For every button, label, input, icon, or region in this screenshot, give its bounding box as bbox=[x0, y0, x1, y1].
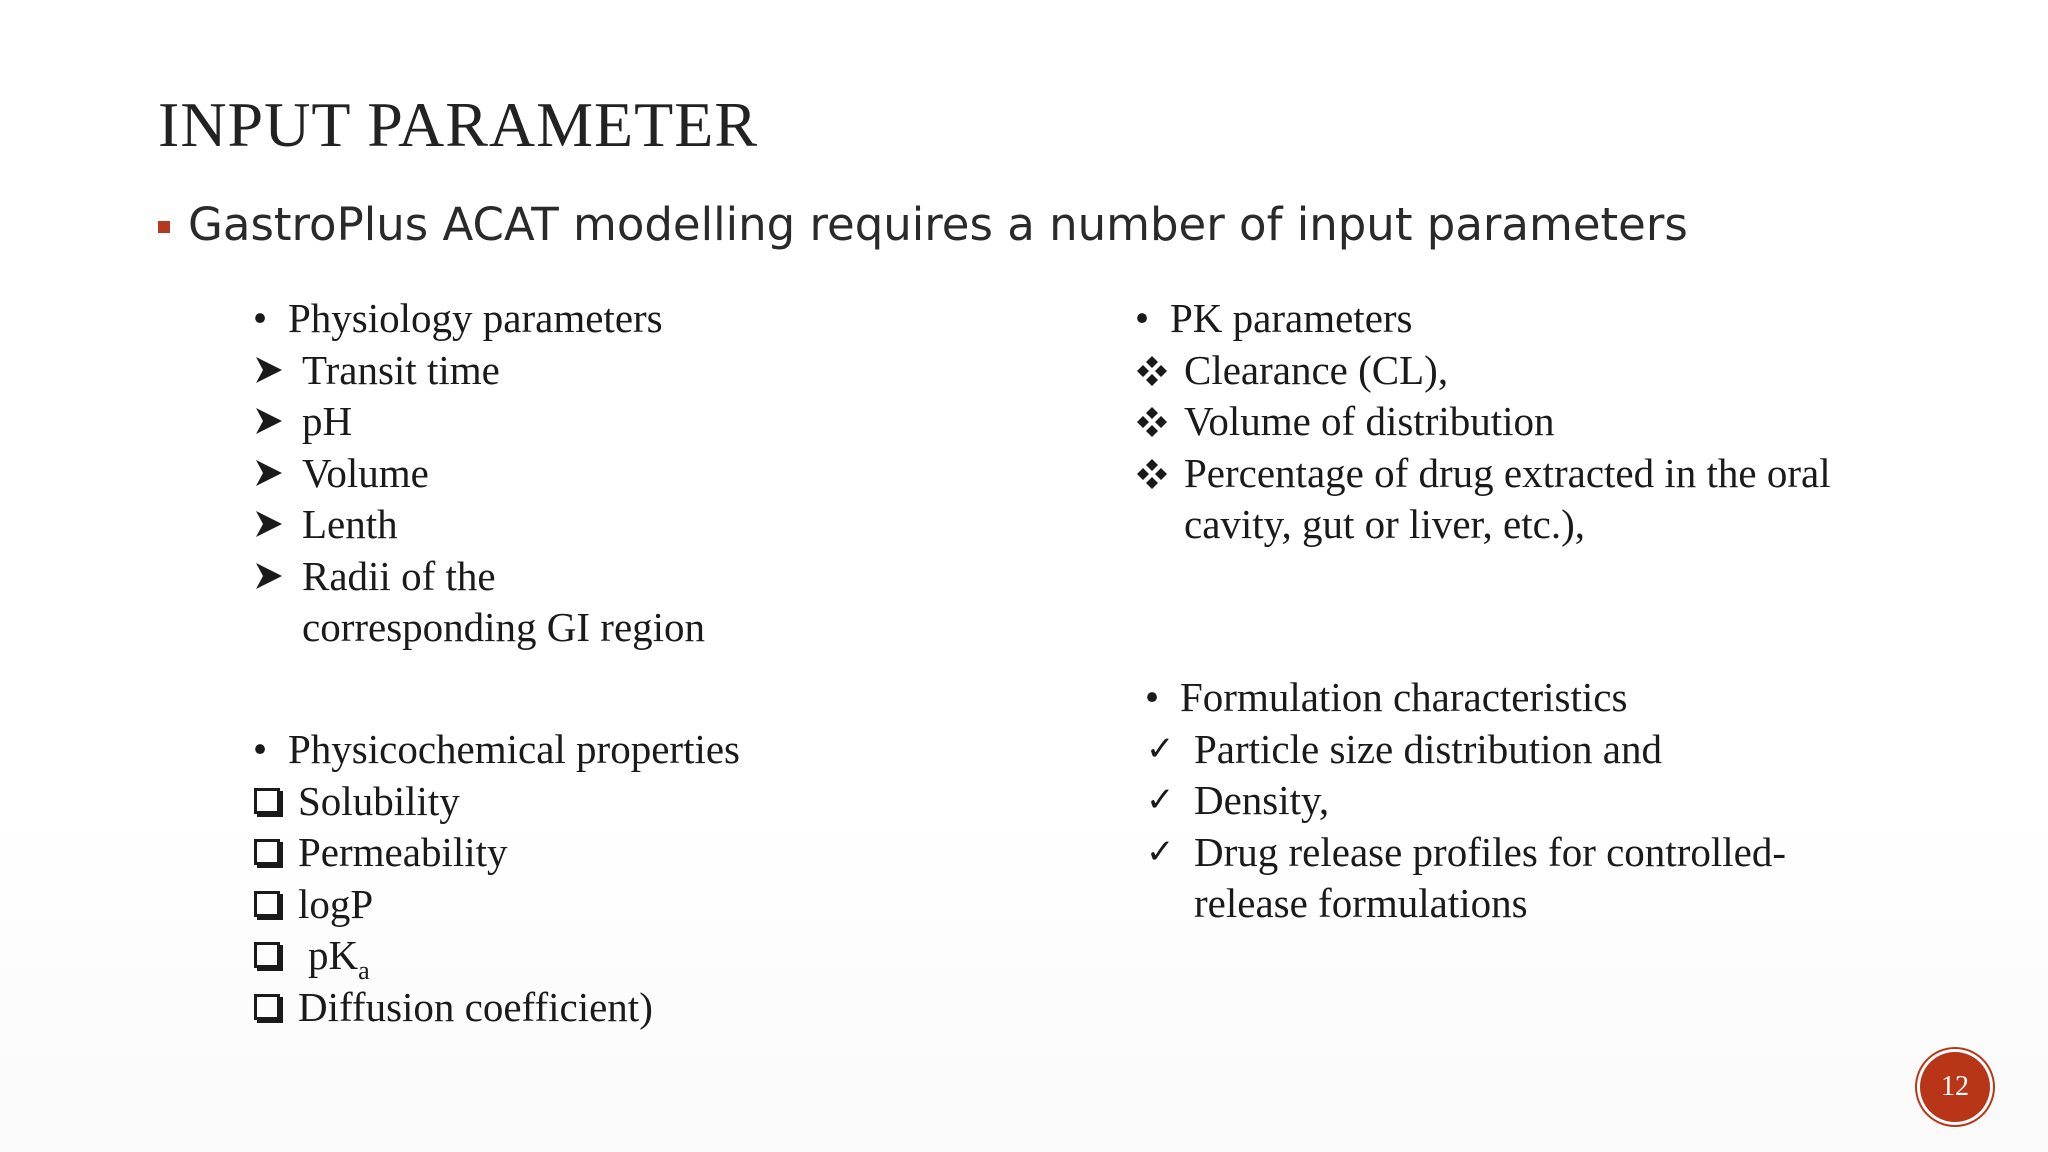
physiology-heading: Physiology parameters bbox=[288, 295, 663, 341]
arrow-bullet-icon bbox=[254, 551, 302, 591]
physiology-list bbox=[254, 293, 705, 654]
list-item-label: pH bbox=[302, 398, 353, 444]
list-item-continuation: corresponding GI region bbox=[302, 604, 706, 650]
list-item bbox=[254, 345, 705, 397]
list-item bbox=[254, 879, 740, 931]
pka-main: pK bbox=[308, 932, 359, 978]
list-item bbox=[254, 982, 740, 1034]
list-item-label: Volume bbox=[302, 449, 429, 496]
list-item bbox=[254, 396, 705, 448]
checkbox-bullet-icon bbox=[254, 788, 280, 814]
checkbox-bullet-icon bbox=[254, 942, 280, 968]
list-item bbox=[254, 499, 705, 551]
list-item-label: Drug release profiles for controlled- bbox=[1194, 828, 1786, 875]
diamond-bullet-icon bbox=[1136, 396, 1184, 438]
list-item-label: Density, bbox=[1194, 777, 1330, 823]
page-number-badge bbox=[1920, 1052, 1990, 1122]
physicochemical-heading-row bbox=[254, 724, 740, 776]
arrow-bullet-icon bbox=[254, 448, 302, 488]
list-item-label: Solubility bbox=[298, 777, 460, 824]
lead-text: GastroPlus ACAT modelling requires a number of input parameters bbox=[188, 198, 1688, 251]
physicochemical-list bbox=[254, 724, 740, 1033]
page-number: 12 bbox=[1941, 1071, 1969, 1102]
physiology-heading-row bbox=[254, 293, 705, 345]
round-bullet-icon: • bbox=[252, 295, 268, 341]
list-item-label: Percentage of drug extracted in the oral bbox=[1184, 449, 1831, 496]
checkmark-bullet-icon: ✓ bbox=[1146, 831, 1175, 872]
arrow-bullet-icon bbox=[254, 396, 302, 436]
pk-heading-row bbox=[1136, 293, 1831, 345]
checkmark-bullet-icon: ✓ bbox=[1146, 728, 1175, 769]
round-bullet-icon: • bbox=[1134, 295, 1150, 341]
list-item bbox=[254, 930, 740, 985]
list-item-continuation: cavity, gut or liver, etc.), bbox=[1184, 501, 1585, 547]
arrow-bullet-icon bbox=[254, 499, 302, 539]
list-item-label: Particle size distribution and bbox=[1194, 725, 1662, 772]
checkbox-bullet-icon bbox=[254, 839, 280, 865]
list-item bbox=[1146, 724, 1786, 776]
list-item bbox=[254, 827, 740, 879]
list-item bbox=[254, 551, 705, 603]
list-item-continuation: release formulations bbox=[1194, 880, 1528, 926]
formulation-heading-row bbox=[1146, 672, 1786, 724]
round-bullet-icon: • bbox=[252, 726, 268, 772]
pka-subscript: a bbox=[358, 956, 370, 985]
list-item bbox=[1136, 396, 1831, 448]
list-item bbox=[1136, 448, 1831, 500]
diamond-bullet-icon bbox=[1136, 448, 1184, 490]
physicochemical-heading: Physicochemical properties bbox=[288, 726, 741, 772]
list-item-label: Lenth bbox=[302, 501, 398, 547]
list-item-label: Diffusion coefficient) bbox=[298, 983, 653, 1030]
list-item-label: Volume of distribution bbox=[1184, 398, 1555, 444]
list-item-label: Clearance (CL), bbox=[1184, 346, 1449, 393]
list-item-label: Radii of the bbox=[302, 552, 496, 599]
list-item bbox=[1146, 775, 1786, 827]
list-item-label: logP bbox=[298, 880, 374, 927]
diamond-bullet-icon bbox=[1136, 345, 1184, 387]
list-item bbox=[254, 448, 705, 500]
list-item bbox=[254, 776, 740, 828]
checkbox-bullet-icon bbox=[254, 891, 280, 917]
checkbox-bullet-icon bbox=[254, 994, 280, 1020]
pka-label bbox=[308, 930, 370, 985]
arrow-bullet-icon bbox=[254, 345, 302, 385]
slide-title: INPUT PARAMETER bbox=[158, 89, 758, 160]
pk-list bbox=[1136, 293, 1831, 551]
formulation-list bbox=[1146, 672, 1786, 930]
round-bullet-icon: • bbox=[1144, 674, 1160, 720]
lead-bullet-line bbox=[158, 198, 1688, 251]
formulation-heading: Formulation characteristics bbox=[1180, 674, 1628, 720]
square-bullet-icon bbox=[158, 221, 170, 233]
list-item bbox=[1146, 827, 1786, 879]
pk-heading: PK parameters bbox=[1170, 295, 1413, 341]
list-item-label: Transit time bbox=[302, 346, 500, 393]
checkmark-bullet-icon: ✓ bbox=[1146, 780, 1175, 820]
list-item bbox=[1136, 345, 1831, 397]
list-item-label: Permeability bbox=[298, 829, 508, 875]
